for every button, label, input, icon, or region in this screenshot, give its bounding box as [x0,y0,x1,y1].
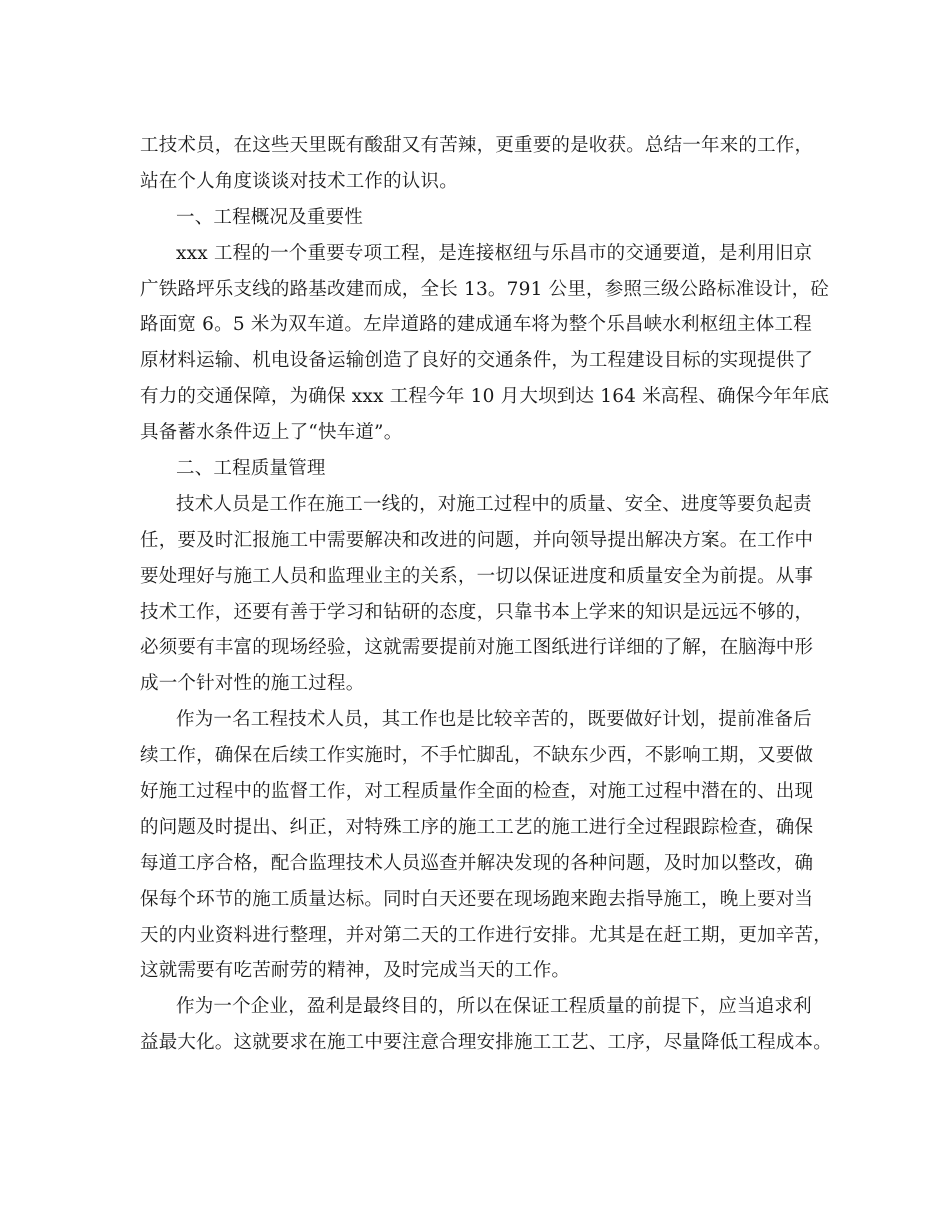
text-line: 作为一名工程技术人员，其工作也是比较辛苦的，既要做好计划，提前准备后 [176,709,812,731]
text-line: 工技术员，在这些天里既有酸甜又有苦辣，更重要的是收获。总结一年来的工作， [140,135,814,156]
text-line: 保每个环节的施工质量达标。同时白天还要在现场跑来跑去指导施工，晚上要对当 [140,888,814,910]
text-line: 路面宽 6。5 米为双车道。左岸道路的建成通车将为整个乐昌峡水利枢纽主体工程 [140,314,812,336]
text-line: 技术人员是工作在施工一线的，对施工过程中的质量、安全、进度等要负起责 [176,493,812,515]
text-line: 二、工程质量管理 [176,458,326,480]
text-line: 作为一个企业，盈利是最终目的，所以在保证工程质量的前提下，应当追求利 [176,996,812,1018]
text-line: 这就需要有吃苦耐劳的精神，及时完成当天的工作。 [140,960,571,982]
text-line: 原材料运输、机电设备运输创造了良好的交通条件，为工程建设目标的实现提供了 [140,350,814,372]
text-line: 好施工过程中的监督工作，对工程质量作全面的检查，对施工过程中潜在的、出现 [140,781,814,803]
text-line: 每道工序合格，配合监理技术人员巡查并解决发现的各种问题，及时加以整改，确 [140,852,814,874]
text-line: 一、工程概况及重要性 [176,206,364,228]
text-line: 要处理好与施工人员和监理业主的关系，一切以保证进度和质量安全为前提。从事 [140,565,814,587]
text-line: 益最大化。这就要求在施工中要注意合理安排施工工艺、工序，尽量降低工程成本。 [140,1032,832,1054]
document-body [140,128,830,1061]
text-line: 续工作，确保在后续工作实施时，不手忙脚乱，不缺东少西，不影响工期，又要做 [140,745,814,767]
text-line: 任，要及时汇报施工中需要解决和改进的问题，并向领导提出解决方案。在工作中 [140,529,814,551]
text-line: 具备蓄水条件迈上了“快车道”。 [140,422,403,444]
text-line: 必须要有丰富的现场经验，这就需要提前对施工图纸进行详细的了解，在脑海中形 [140,637,814,659]
text-line: xxx 工程的一个重要专项工程，是连接枢纽与乐昌市的交通要道，是利用旧京 [176,242,813,264]
text-line: 站在个人角度谈谈对技术工作的认识。 [140,170,458,192]
text-line: 成一个针对性的施工过程。 [140,673,365,695]
text-line: 广铁路坪乐支线的路基改建而成，全长 13。791 公里，参照三级公路标准设计，砼 [140,278,830,300]
text-line: 技术工作，还要有善于学习和钻研的态度，只靠书本上学来的知识是远远不够的， [140,601,814,623]
text-line: 的问题及时提出、纠正，对特殊工序的施工工艺的施工进行全过程跟踪检查，确保 [140,816,814,838]
text-line: 天的内业资料进行整理，并对第二天的工作进行安排。尤其是在赶工期，更加辛苦， [140,924,832,946]
text-line: 有力的交通保障，为确保 xxx 工程今年 10 月大坝到达 164 米高程、确保今年年底 [140,386,830,408]
